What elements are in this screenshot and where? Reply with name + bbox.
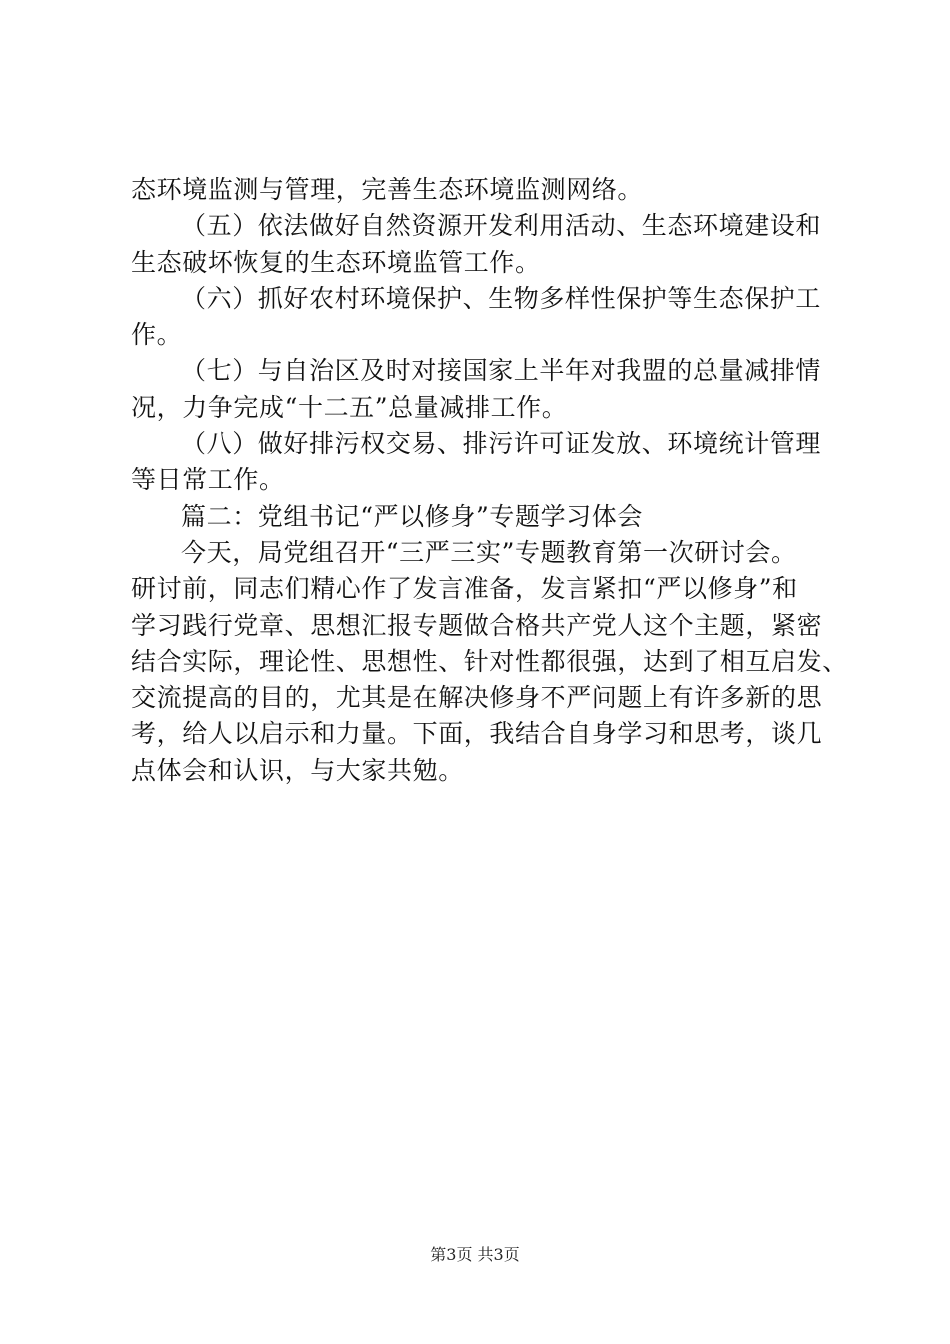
- text-line: 作。: [131, 320, 183, 350]
- text-line: 态环境监测与管理，完善生态环境监测网络。: [131, 175, 644, 204]
- text-line: 生态破坏恢复的生态环境监管工作。: [131, 247, 541, 277]
- text-line: （七）与自治区及时对接国家上半年对我盟的总量减排情: [181, 356, 822, 386]
- text-line: 结合实际，理论性、思想性、针对性都很强，达到了相互启发、: [131, 646, 848, 676]
- text-line: 今天，局党组召开“三严三实”专题教育第一次研讨会。: [181, 537, 797, 567]
- document-body: [131, 172, 848, 789]
- text-line: 研讨前，同志们精心作了发言准备，发言紧扣“严以修身”和: [131, 574, 798, 604]
- text-line: 点体会和认识，与大家共勉。: [131, 755, 464, 785]
- paragraph: [131, 281, 831, 354]
- text-line: （六）抓好农村环境保护、生物多样性保护等生态保护工: [181, 283, 822, 313]
- text-line: （五）依法做好自然资源开发利用活动、生态环境建设和: [181, 211, 822, 241]
- paragraph: [131, 172, 831, 208]
- text-line: 学习践行党章、思想汇报专题做合格共产党人这个主题，紧密: [131, 610, 823, 640]
- text-line: 交流提高的目的，尤其是在解决修身不严问题上有许多新的思: [131, 683, 823, 713]
- text-line: 况，力争完成“十二五”总量减排工作。: [131, 392, 568, 422]
- paragraph: [131, 353, 831, 426]
- paragraph: [131, 208, 831, 281]
- text-line: 考，给人以启示和力量。下面，我结合自身学习和思考，谈几: [131, 719, 823, 749]
- text-line: 等日常工作。: [131, 465, 285, 495]
- paragraph: [131, 426, 831, 499]
- paragraph: [131, 499, 831, 535]
- page-footer: 第3页 共3页: [430, 1245, 520, 1264]
- text-line: （八）做好排污权交易、排污许可证发放、环境统计管理: [181, 429, 822, 459]
- paragraph: [131, 535, 848, 789]
- text-line: 篇二：党组书记“严以修身”专题学习体会: [181, 501, 643, 531]
